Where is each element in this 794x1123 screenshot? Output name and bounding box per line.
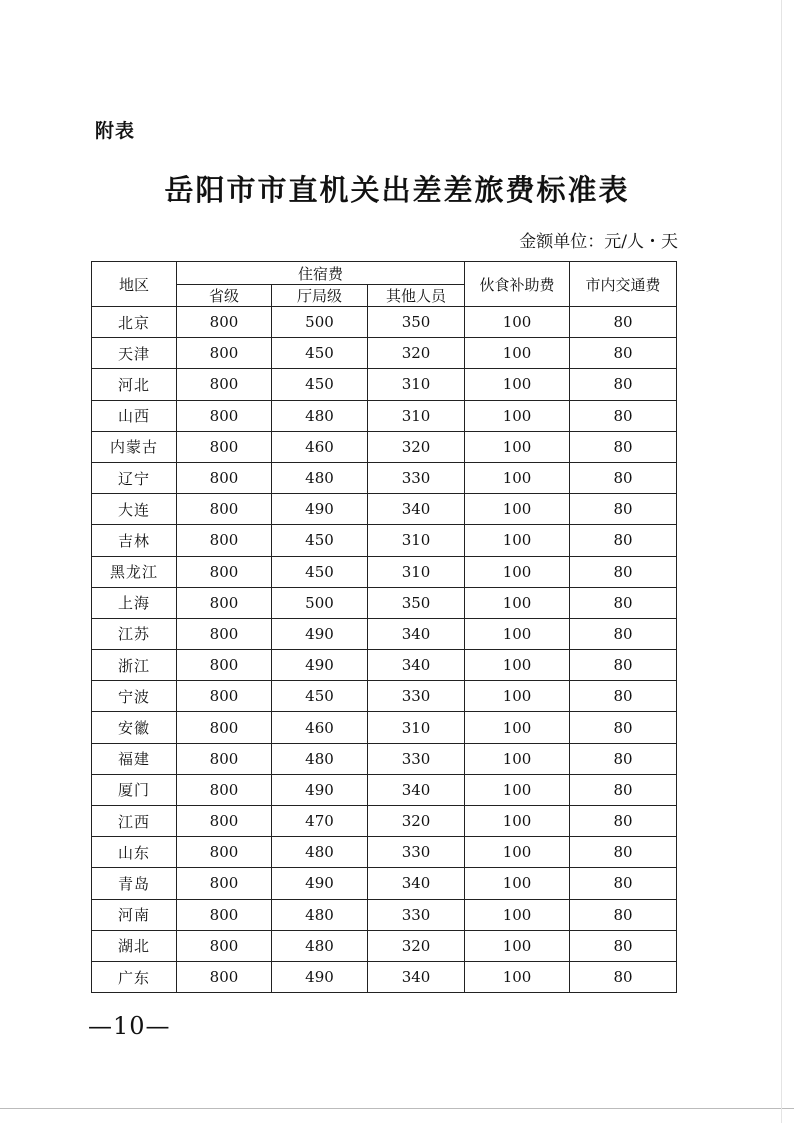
cell-region: 黑龙江 [92,556,177,587]
cell-region: 上海 [92,587,177,618]
cell-local-transport: 80 [570,650,677,681]
cell-lodging-bureau: 480 [272,837,368,868]
cell-lodging-provincial: 800 [177,712,272,743]
cell-lodging-bureau: 500 [272,307,368,338]
cell-lodging-bureau: 450 [272,338,368,369]
cell-meal-allowance: 100 [465,556,570,587]
cell-lodging-provincial: 800 [177,431,272,462]
table-row [92,431,677,462]
cell-meal-allowance: 100 [465,400,570,431]
cell-meal-allowance: 100 [465,774,570,805]
cell-local-transport: 80 [570,743,677,774]
header-meal-allowance: 伙食补助费 [465,262,570,307]
cell-local-transport: 80 [570,307,677,338]
cell-local-transport: 80 [570,556,677,587]
cell-lodging-provincial: 800 [177,556,272,587]
cell-region: 天津 [92,338,177,369]
cell-region: 厦门 [92,774,177,805]
page-number: —10— [88,1012,171,1040]
table-row [92,525,677,556]
cell-lodging-bureau: 450 [272,681,368,712]
cell-lodging-other: 320 [368,930,465,961]
cell-region: 山东 [92,837,177,868]
cell-region: 湖北 [92,930,177,961]
cell-meal-allowance: 100 [465,837,570,868]
cell-local-transport: 80 [570,587,677,618]
cell-meal-allowance: 100 [465,712,570,743]
cell-lodging-provincial: 800 [177,837,272,868]
cell-lodging-other: 320 [368,431,465,462]
cell-lodging-other: 310 [368,400,465,431]
cell-lodging-other: 340 [368,650,465,681]
cell-lodging-bureau: 490 [272,618,368,649]
cell-meal-allowance: 100 [465,338,570,369]
cell-meal-allowance: 100 [465,743,570,774]
cell-meal-allowance: 100 [465,806,570,837]
table-row [92,307,677,338]
cell-meal-allowance: 100 [465,494,570,525]
table-row [92,961,677,992]
table-row [92,899,677,930]
cell-lodging-provincial: 800 [177,774,272,805]
cell-lodging-other: 340 [368,618,465,649]
cell-region: 江西 [92,806,177,837]
cell-lodging-bureau: 490 [272,650,368,681]
cell-lodging-provincial: 800 [177,681,272,712]
cell-region: 山西 [92,400,177,431]
cell-lodging-other: 330 [368,743,465,774]
table-row [92,868,677,899]
table-row [92,338,677,369]
cell-lodging-provincial: 800 [177,587,272,618]
table-row [92,556,677,587]
table-row [92,462,677,493]
cell-lodging-bureau: 500 [272,587,368,618]
cell-local-transport: 80 [570,618,677,649]
cell-region: 福建 [92,743,177,774]
cell-local-transport: 80 [570,774,677,805]
cell-meal-allowance: 100 [465,307,570,338]
cell-lodging-provincial: 800 [177,338,272,369]
cell-local-transport: 80 [570,462,677,493]
footer-rule [0,1108,794,1109]
table-row [92,400,677,431]
header-region: 地区 [92,262,177,307]
cell-region: 北京 [92,307,177,338]
cell-lodging-provincial: 800 [177,650,272,681]
cell-lodging-provincial: 800 [177,743,272,774]
cell-region: 广东 [92,961,177,992]
cell-lodging-bureau: 470 [272,806,368,837]
table-row [92,930,677,961]
cell-lodging-other: 330 [368,681,465,712]
table-row [92,369,677,400]
cell-region: 吉林 [92,525,177,556]
cell-local-transport: 80 [570,806,677,837]
table-row [92,774,677,805]
cell-lodging-bureau: 480 [272,899,368,930]
cell-meal-allowance: 100 [465,868,570,899]
cell-local-transport: 80 [570,525,677,556]
travel-fee-table [91,261,677,993]
cell-region: 江苏 [92,618,177,649]
table-row [92,837,677,868]
table-row [92,618,677,649]
cell-local-transport: 80 [570,868,677,899]
cell-local-transport: 80 [570,681,677,712]
cell-meal-allowance: 100 [465,961,570,992]
cell-region: 安徽 [92,712,177,743]
cell-local-transport: 80 [570,837,677,868]
cell-lodging-bureau: 480 [272,743,368,774]
attachment-label: 附表 [95,120,136,142]
cell-region: 内蒙古 [92,431,177,462]
cell-meal-allowance: 100 [465,587,570,618]
cell-lodging-other: 320 [368,338,465,369]
cell-lodging-other: 310 [368,712,465,743]
cell-meal-allowance: 100 [465,618,570,649]
cell-local-transport: 80 [570,400,677,431]
cell-region: 辽宁 [92,462,177,493]
unit-note: 金额单位：元/人・天 [519,232,678,252]
header-lodging-other: 其他人员 [368,285,465,307]
cell-lodging-provincial: 800 [177,462,272,493]
cell-lodging-bureau: 490 [272,961,368,992]
cell-lodging-other: 330 [368,837,465,868]
cell-lodging-bureau: 490 [272,868,368,899]
table-row [92,712,677,743]
table-header [92,262,677,307]
cell-meal-allowance: 100 [465,681,570,712]
cell-lodging-bureau: 490 [272,494,368,525]
page-edge-divider [781,0,782,1123]
cell-lodging-provincial: 800 [177,369,272,400]
cell-lodging-provincial: 800 [177,618,272,649]
cell-lodging-provincial: 800 [177,307,272,338]
cell-lodging-bureau: 490 [272,774,368,805]
cell-region: 河北 [92,369,177,400]
cell-region: 宁波 [92,681,177,712]
cell-lodging-bureau: 450 [272,525,368,556]
header-lodging-provincial: 省级 [177,285,272,307]
cell-meal-allowance: 100 [465,369,570,400]
cell-lodging-bureau: 450 [272,556,368,587]
table-row [92,681,677,712]
cell-lodging-provincial: 800 [177,525,272,556]
table-row [92,650,677,681]
cell-lodging-provincial: 800 [177,899,272,930]
cell-lodging-other: 330 [368,462,465,493]
header-local-transport: 市内交通费 [570,262,677,307]
cell-local-transport: 80 [570,930,677,961]
cell-lodging-provincial: 800 [177,930,272,961]
cell-meal-allowance: 100 [465,930,570,961]
cell-lodging-provincial: 800 [177,400,272,431]
cell-local-transport: 80 [570,431,677,462]
cell-lodging-other: 310 [368,525,465,556]
cell-local-transport: 80 [570,494,677,525]
cell-lodging-other: 310 [368,369,465,400]
cell-lodging-other: 340 [368,494,465,525]
cell-lodging-other: 320 [368,806,465,837]
cell-lodging-other: 340 [368,774,465,805]
cell-region: 大连 [92,494,177,525]
table-body [92,307,677,993]
cell-region: 浙江 [92,650,177,681]
cell-region: 青岛 [92,868,177,899]
cell-meal-allowance: 100 [465,650,570,681]
cell-local-transport: 80 [570,369,677,400]
cell-lodging-provincial: 800 [177,868,272,899]
cell-lodging-provincial: 800 [177,961,272,992]
cell-local-transport: 80 [570,961,677,992]
table-row [92,806,677,837]
table-row [92,587,677,618]
cell-lodging-bureau: 460 [272,431,368,462]
header-lodging-bureau: 厅局级 [272,285,368,307]
cell-lodging-other: 340 [368,961,465,992]
cell-lodging-other: 340 [368,868,465,899]
cell-lodging-other: 330 [368,899,465,930]
cell-lodging-bureau: 460 [272,712,368,743]
cell-local-transport: 80 [570,712,677,743]
cell-region: 河南 [92,899,177,930]
cell-lodging-bureau: 450 [272,369,368,400]
page-title: 岳阳市市直机关出差差旅费标准表 [164,173,630,207]
cell-lodging-bureau: 480 [272,462,368,493]
table-row [92,494,677,525]
cell-meal-allowance: 100 [465,525,570,556]
cell-lodging-provincial: 800 [177,806,272,837]
cell-meal-allowance: 100 [465,462,570,493]
cell-meal-allowance: 100 [465,431,570,462]
cell-lodging-other: 350 [368,587,465,618]
cell-local-transport: 80 [570,338,677,369]
cell-lodging-bureau: 480 [272,400,368,431]
cell-lodging-bureau: 480 [272,930,368,961]
cell-lodging-other: 310 [368,556,465,587]
cell-lodging-provincial: 800 [177,494,272,525]
cell-meal-allowance: 100 [465,899,570,930]
cell-local-transport: 80 [570,899,677,930]
table-row [92,743,677,774]
cell-lodging-other: 350 [368,307,465,338]
header-lodging-group: 住宿费 [177,262,465,285]
